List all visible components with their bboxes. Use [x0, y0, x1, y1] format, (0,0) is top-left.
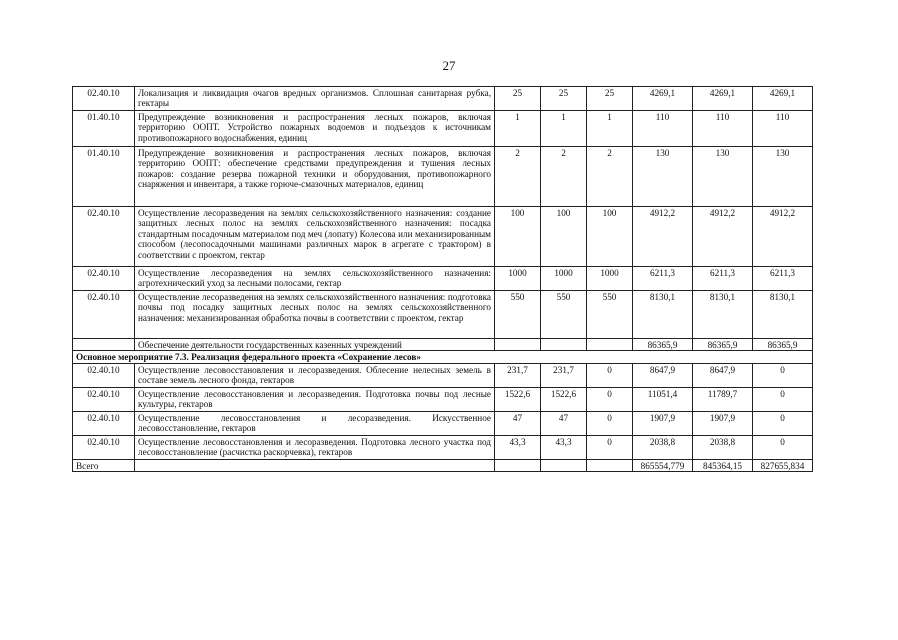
row-value: 110: [753, 111, 813, 147]
row-value: [541, 339, 587, 351]
row-value: 1000: [541, 267, 587, 291]
row-value: 1522,6: [541, 387, 587, 411]
row-value: 2038,8: [633, 435, 693, 459]
row-value: 0: [587, 411, 633, 435]
table-row: [73, 87, 813, 111]
row-description: Осуществление лесоразведения на землях сельскохозяйственного назначения: создание защитных лесных полос на землях сельскохозяйственного назначения: посадка стандартным посадочным материалом под меч (лопату) Колесова или механизированным способом (лесопосадочными машинами различных марок в агрегате с трактором) в соответствии с проектом, гектар: [135, 207, 495, 267]
row-value: [587, 339, 633, 351]
row-value: 4269,1: [693, 87, 753, 111]
row-value: [495, 339, 541, 351]
row-value: 550: [587, 291, 633, 339]
row-code: 01.40.10: [73, 147, 135, 207]
row-value: 0: [587, 363, 633, 387]
page-number: 27: [442, 58, 456, 73]
row-value: 11789,7: [693, 387, 753, 411]
row-description: Осуществление лесовосстановления и лесоразведения. Подготовка лесного участка под лесовосстановление (расчистка раскорчевка), гектаров: [135, 435, 495, 459]
row-value: 8130,1: [693, 291, 753, 339]
total-row: [73, 459, 813, 471]
row-value: 0: [753, 411, 813, 435]
row-code: 02.40.10: [73, 87, 135, 111]
row-value: 0: [753, 363, 813, 387]
row-value: 4912,2: [693, 207, 753, 267]
table-row: [73, 363, 813, 387]
row-value: 6211,3: [693, 267, 753, 291]
row-value: 110: [693, 111, 753, 147]
row-value: 1: [587, 111, 633, 147]
row-value: 11051,4: [633, 387, 693, 411]
row-value: 2: [541, 147, 587, 207]
budget-table: [72, 86, 813, 472]
row-value: 8647,9: [693, 363, 753, 387]
row-code: 02.40.10: [73, 387, 135, 411]
empty-cell: [135, 459, 495, 471]
row-value: 2: [495, 147, 541, 207]
row-value: 231,7: [541, 363, 587, 387]
row-code: 01.40.10: [73, 111, 135, 147]
row-value: 4912,2: [753, 207, 813, 267]
row-value: 43,3: [495, 435, 541, 459]
row-description: Предупреждение возникновения и распространения лесных пожаров, включая территорию ООПТ: обеспечение средствами предупреждения и тушения лесных пожаров: создание резерва пожарной техники и оборудования, противопожарного снаряжения и инвентаря, а также горюче-смазочных материалов, единиц: [135, 147, 495, 207]
row-value: 6211,3: [633, 267, 693, 291]
row-value: 4912,2: [633, 207, 693, 267]
section-title: Основное мероприятие 7.3. Реализация федерального проекта «Сохранение лесов»: [73, 351, 813, 363]
row-value: 231,7: [495, 363, 541, 387]
row-code: 02.40.10: [73, 291, 135, 339]
row-value: 4269,1: [753, 87, 813, 111]
table-row: [73, 111, 813, 147]
table-row: [73, 339, 813, 351]
row-description: Осуществление лесовосстановления и лесоразведения. Облесение нелесных земель в составе земель лесного фонда, гектаров: [135, 363, 495, 387]
row-description: Осуществление лесоразведения на землях сельскохозяйственного назначения: агротехнический уход за лесными полосами, гектар: [135, 267, 495, 291]
table-row: [73, 267, 813, 291]
row-value: 43,3: [541, 435, 587, 459]
row-value: 1907,9: [693, 411, 753, 435]
row-value: 1907,9: [633, 411, 693, 435]
row-value: 550: [541, 291, 587, 339]
row-value: 47: [541, 411, 587, 435]
table-row: [73, 147, 813, 207]
row-code: 02.40.10: [73, 267, 135, 291]
row-value: 0: [753, 435, 813, 459]
table-row: [73, 387, 813, 411]
table-row: [73, 207, 813, 267]
row-value: 86365,9: [753, 339, 813, 351]
table-row: [73, 435, 813, 459]
table-row: [73, 291, 813, 339]
total-value: 865554,779: [633, 459, 693, 471]
table-row: [73, 411, 813, 435]
row-value: 0: [753, 387, 813, 411]
total-value: 845364,15: [693, 459, 753, 471]
row-value: 0: [587, 387, 633, 411]
row-value: 1000: [587, 267, 633, 291]
row-code: 02.40.10: [73, 207, 135, 267]
empty-cell: [541, 459, 587, 471]
row-value: 550: [495, 291, 541, 339]
row-value: 25: [495, 87, 541, 111]
row-code: [73, 339, 135, 351]
row-value: 100: [587, 207, 633, 267]
row-value: 1000: [495, 267, 541, 291]
row-value: 110: [633, 111, 693, 147]
row-value: 6211,3: [753, 267, 813, 291]
row-value: 1522,6: [495, 387, 541, 411]
row-description: Локализация и ликвидация очагов вредных организмов. Сплошная санитарная рубка, гектары: [135, 87, 495, 111]
row-value: 86365,9: [633, 339, 693, 351]
row-code: 02.40.10: [73, 411, 135, 435]
row-value: 8130,1: [633, 291, 693, 339]
row-value: 130: [633, 147, 693, 207]
row-value: 4269,1: [633, 87, 693, 111]
row-value: 47: [495, 411, 541, 435]
row-value: 100: [495, 207, 541, 267]
row-description: Предупреждение возникновения и распространения лесных пожаров, включая территорию ООПТ. Устройство пожарных водоемов и подъездов к источникам противопожарного водоснабжения, единиц: [135, 111, 495, 147]
row-value: 2: [587, 147, 633, 207]
row-description: Осуществление лесовосстановления и лесоразведения. Подготовка почвы под лесные культуры, гектаров: [135, 387, 495, 411]
row-description: Обеспечение деятельности государственных казенных учреждений: [135, 339, 495, 351]
empty-cell: [587, 459, 633, 471]
row-value: 1: [495, 111, 541, 147]
row-value: 100: [541, 207, 587, 267]
row-value: 86365,9: [693, 339, 753, 351]
total-label: Всего: [73, 459, 135, 471]
total-value: 827655,834: [753, 459, 813, 471]
row-value: 25: [587, 87, 633, 111]
row-description: Осуществление лесоразведения на землях сельскохозяйственного назначения: подготовка почвы под посадку защитных лесных полос на землях сельскохозяйственного назначения: механизированная обработка почвы в соответствии с проектом, гектар: [135, 291, 495, 339]
section-header-row: [73, 351, 813, 363]
row-value: 25: [541, 87, 587, 111]
row-code: 02.40.10: [73, 363, 135, 387]
row-code: 02.40.10: [73, 435, 135, 459]
row-description: Осуществление лесовосстановления и лесоразведения. Искусственное лесовосстановление, гектаров: [135, 411, 495, 435]
empty-cell: [495, 459, 541, 471]
row-value: 2038,8: [693, 435, 753, 459]
row-value: 1: [541, 111, 587, 147]
row-value: 130: [753, 147, 813, 207]
row-value: 8647,9: [633, 363, 693, 387]
row-value: 8130,1: [753, 291, 813, 339]
row-value: 130: [693, 147, 753, 207]
row-value: 0: [587, 435, 633, 459]
